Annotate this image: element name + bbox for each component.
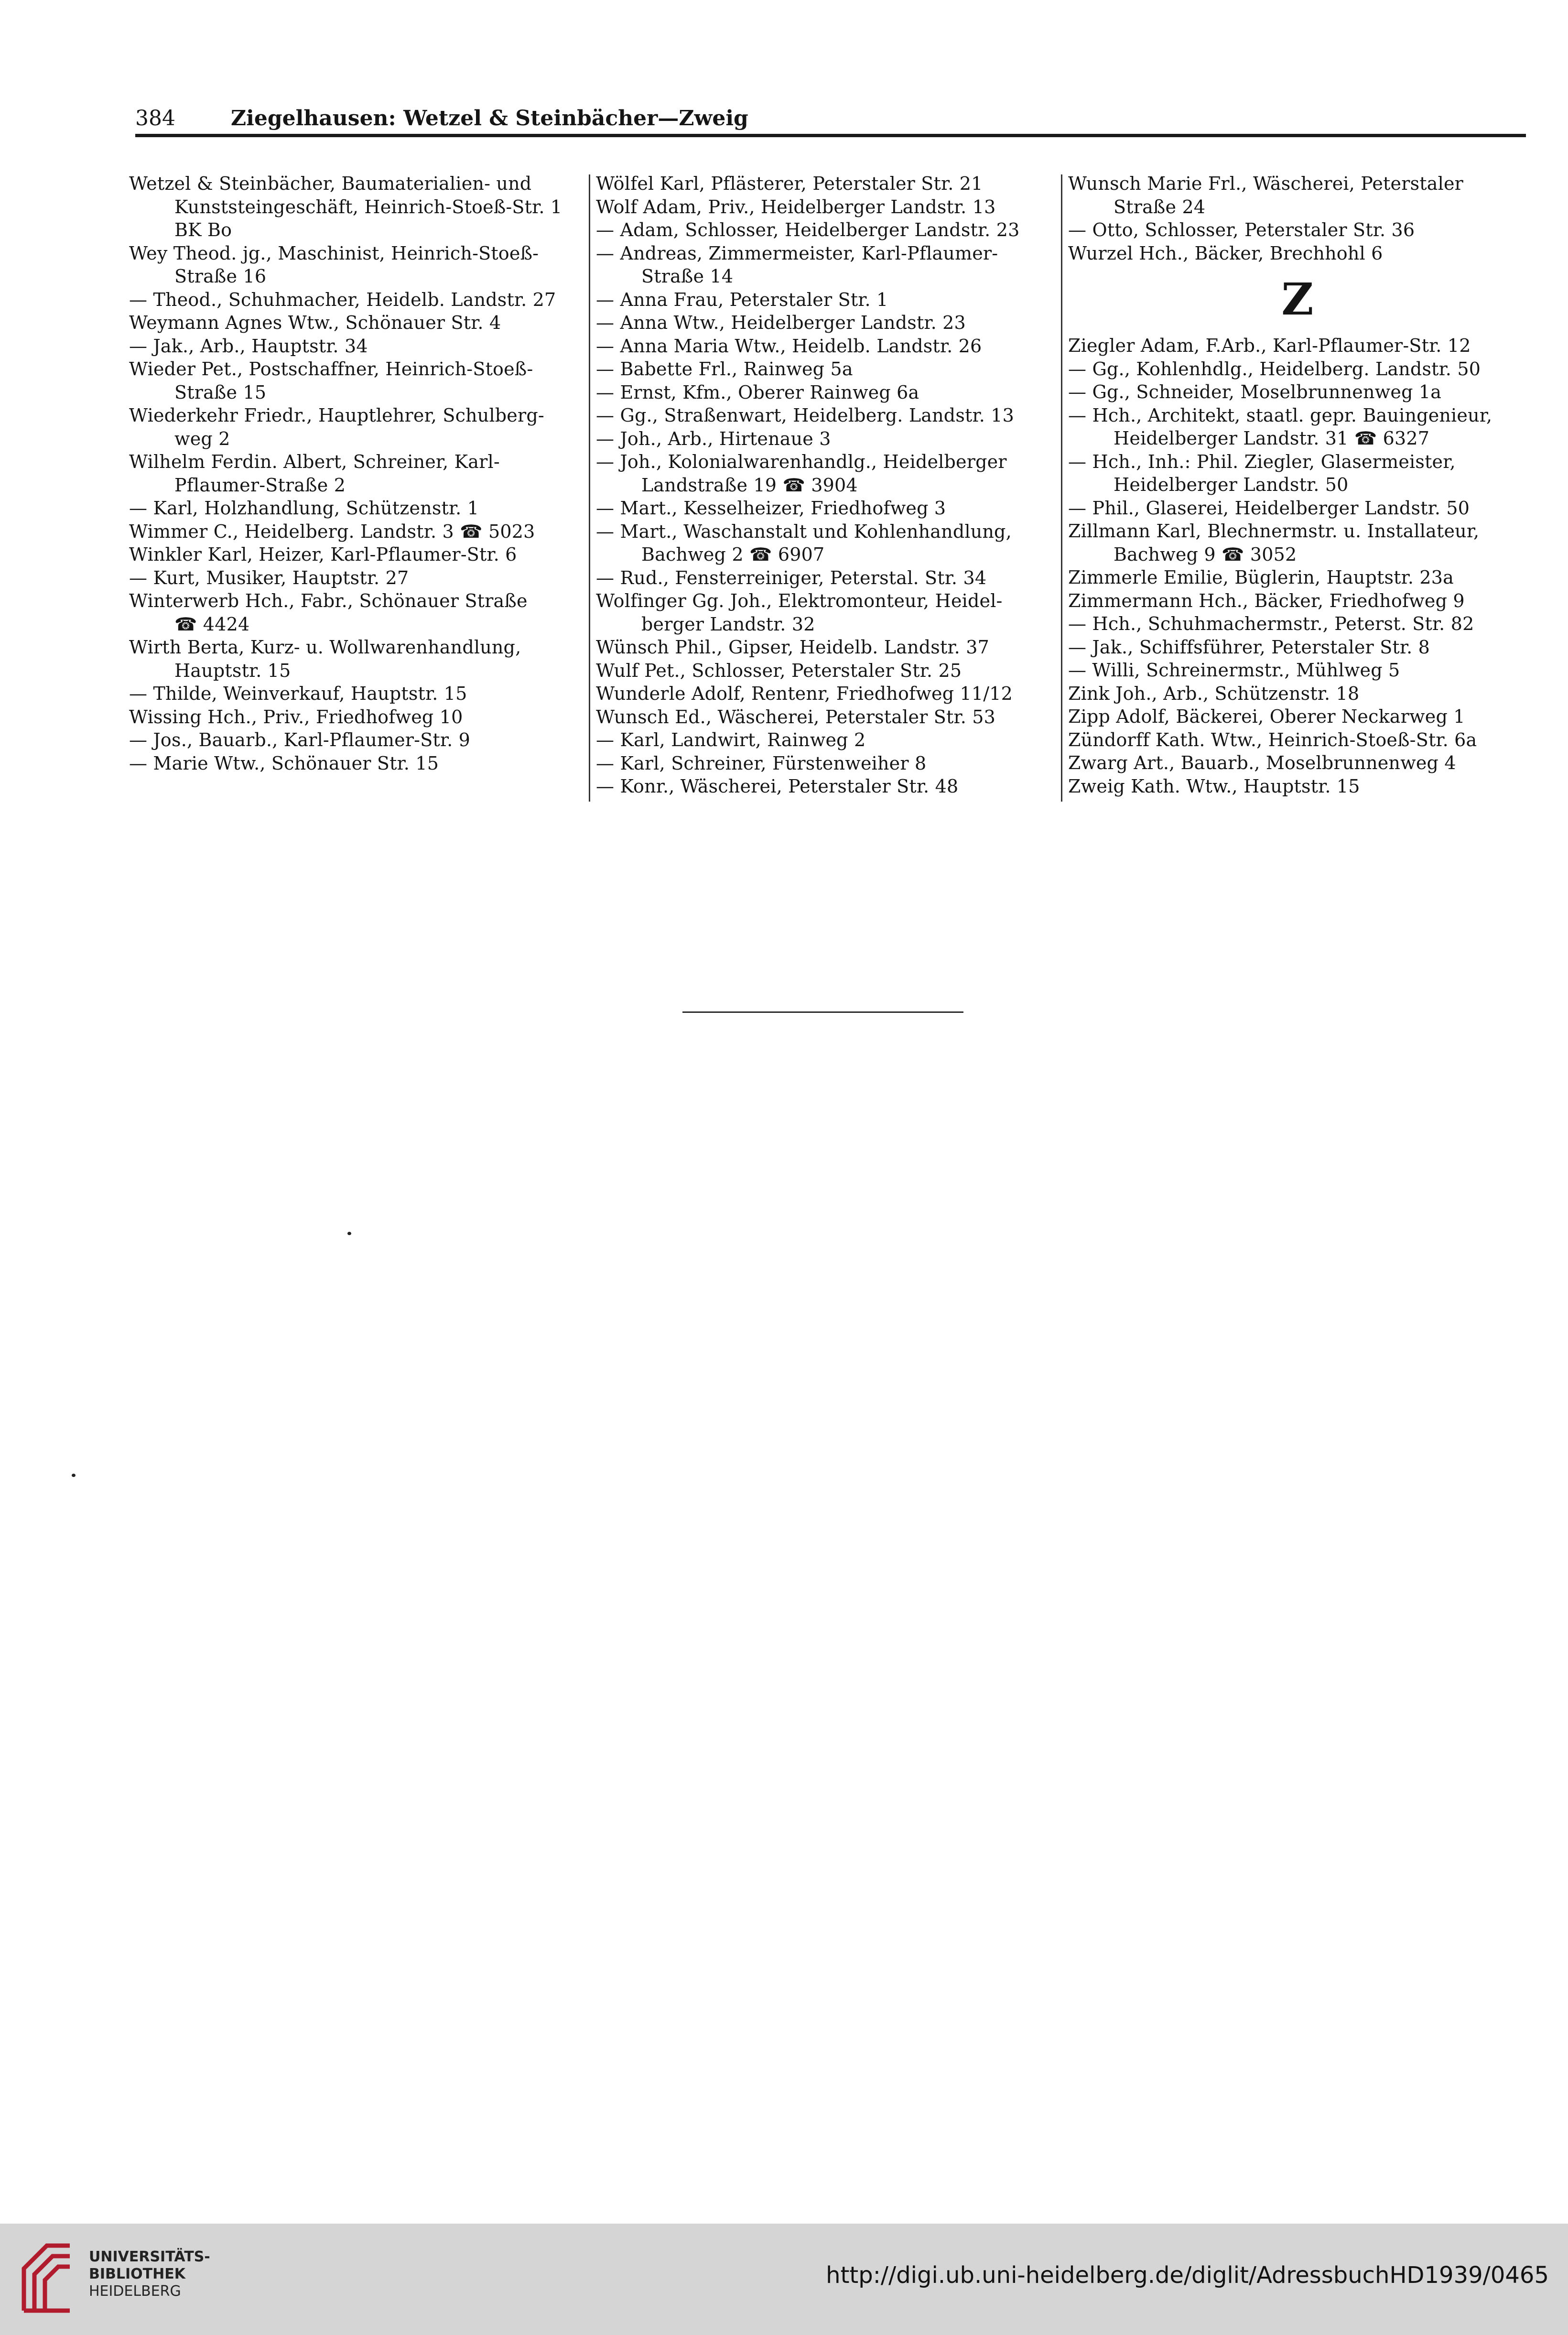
entry-continuation: Hauptstr. 15	[174, 660, 291, 681]
directory-entry: — Karl, Landwirt, Rainweg 2	[596, 729, 866, 750]
entry-continuation: berger Landstr. 32	[641, 613, 815, 635]
directory-entry: — Rud., Fensterreiniger, Peterstal. Str. 34	[596, 567, 987, 588]
library-line-2: BIBLIOTHEK	[89, 2266, 185, 2282]
library-name	[89, 2248, 210, 2300]
directory-entry: Wetzel & Steinbächer, Baumaterialien- und	[129, 173, 532, 194]
directory-entry: Zweig Kath. Wtw., Hauptstr. 15	[1068, 775, 1360, 797]
column-3-w-entries	[1068, 172, 1527, 265]
section-letter: Z	[1281, 273, 1314, 325]
section-letter-heading	[1068, 265, 1527, 334]
directory-entry: — Andreas, Zimmermeister, Karl-Pflaumer-	[596, 242, 998, 264]
directory-column-2	[596, 172, 1055, 798]
directory-entry: Wolfinger Gg. Joh., Elektromonteur, Heidel-	[596, 590, 1003, 611]
directory-entry: — Hch., Inh.: Phil. Ziegler, Glasermeister,	[1068, 451, 1456, 472]
directory-entry: Wilhelm Ferdin. Albert, Schreiner, Karl-	[129, 451, 500, 472]
end-rule	[682, 1011, 963, 1013]
directory-entry: — Willi, Schreinermstr., Mühlweg 5	[1068, 660, 1400, 681]
column-divider-1	[589, 174, 590, 802]
library-line-1: UNIVERSITÄTS-	[89, 2248, 210, 2265]
directory-entry: — Joh., Kolonialwarenhandlg., Heidelberger	[596, 451, 1007, 472]
directory-entry: Wunsch Marie Frl., Wäscherei, Peterstaler	[1068, 173, 1463, 194]
entry-continuation: Landstraße 19 ☎ 3904	[641, 474, 858, 496]
directory-entry: Wünsch Phil., Gipser, Heidelb. Landstr. 37	[596, 637, 989, 658]
library-logo-icon	[17, 2239, 79, 2320]
entry-continuation: ☎ 4424	[174, 613, 250, 635]
directory-entry: — Anna Maria Wtw., Heidelb. Landstr. 26	[596, 335, 982, 357]
directory-entry: — Phil., Glaserei, Heidelberger Landstr. 50	[1068, 497, 1470, 519]
entry-continuation: Straße 16	[174, 266, 267, 287]
directory-entry: Wolf Adam, Priv., Heidelberger Landstr. 13	[596, 196, 996, 217]
entry-continuation: BK Bo	[174, 219, 232, 240]
directory-entry: Weymann Agnes Wtw., Schönauer Str. 4	[129, 312, 501, 333]
directory-entry: Winterwerb Hch., Fabr., Schönauer Straße	[129, 590, 528, 611]
directory-entry: — Jos., Bauarb., Karl-Pflaumer-Str. 9	[129, 729, 471, 750]
entry-continuation: Heidelberger Landstr. 50	[1114, 474, 1349, 495]
directory-entry: Wirth Berta, Kurz- u. Wollwarenhandlung,	[129, 637, 521, 658]
directory-entry: — Gg., Kohlenhdlg., Heidelberg. Landstr. 50	[1068, 358, 1481, 380]
directory-entry: Zimmermann Hch., Bäcker, Friedhofweg 9	[1068, 590, 1465, 611]
directory-entry: Winkler Karl, Heizer, Karl-Pflaumer-Str. 6	[129, 544, 517, 565]
directory-entry: — Anna Wtw., Heidelberger Landstr. 23	[596, 312, 966, 333]
directory-entry: Wunderle Adolf, Rentenr, Friedhofweg 11/12	[596, 683, 1013, 704]
directory-entry: — Adam, Schlosser, Heidelberger Landstr. 23	[596, 219, 1020, 240]
column-divider-2	[1061, 174, 1062, 802]
directory-column-3	[1068, 172, 1527, 798]
directory-entry: Zündorff Kath. Wtw., Heinrich-Stoeß-Str. 6a	[1068, 729, 1477, 750]
directory-entry: — Karl, Schreiner, Fürstenweiher 8	[596, 752, 927, 774]
column-3-z-entries	[1068, 334, 1527, 798]
directory-entry: Ziegler Adam, F.Arb., Karl-Pflaumer-Str. 12	[1068, 335, 1471, 356]
directory-entry: — Hch., Architekt, staatl. gepr. Bauingenieur,	[1068, 404, 1492, 426]
directory-entry: Wulf Pet., Schlosser, Peterstaler Str. 25	[596, 660, 962, 681]
entry-continuation: Heidelberger Landstr. 31 ☎ 6327	[1114, 428, 1430, 449]
entry-continuation: Bachweg 9 ☎ 3052	[1114, 543, 1297, 565]
directory-entry: — Kurt, Musiker, Hauptstr. 27	[129, 567, 409, 588]
scan-speck	[72, 1474, 76, 1477]
entry-continuation: Straße 15	[174, 381, 267, 403]
directory-entry: — Theod., Schuhmacher, Heidelb. Landstr. 27	[129, 289, 556, 310]
directory-entry: — Gg., Schneider, Moselbrunnenweg 1a	[1068, 381, 1442, 402]
directory-entry: — Babette Frl., Rainweg 5a	[596, 358, 853, 380]
directory-entry: Zimmerle Emilie, Büglerin, Hauptstr. 23a	[1068, 567, 1454, 588]
page-number: 384	[135, 106, 175, 130]
directory-entry: — Jak., Schiffsführer, Peterstaler Str. 8	[1068, 636, 1430, 658]
directory-entry: — Otto, Schlosser, Peterstaler Str. 36	[1068, 219, 1415, 240]
directory-entry: Wimmer C., Heidelberg. Landstr. 3 ☎ 5023	[129, 521, 535, 542]
directory-entry: — Mart., Waschanstalt und Kohlenhandlung,	[596, 521, 1012, 542]
directory-entry: Wey Theod. jg., Maschinist, Heinrich-Stoeß-	[129, 242, 539, 264]
directory-entry: Zipp Adolf, Bäckerei, Oberer Neckarweg 1	[1068, 706, 1465, 727]
entry-continuation: Straße 24	[1114, 196, 1206, 217]
directory-entry: — Thilde, Weinverkauf, Hauptstr. 15	[129, 683, 467, 704]
directory-entry: Wölfel Karl, Pflästerer, Peterstaler Str. 21	[596, 173, 983, 194]
header-rule	[135, 134, 1526, 137]
directory-entry: — Ernst, Kfm., Oberer Rainweg 6a	[596, 381, 919, 403]
directory-entry: — Mart., Kesselheizer, Friedhofweg 3	[596, 498, 946, 519]
page-title: Ziegelhausen: Wetzel & Steinbächer—Zweig	[231, 106, 748, 130]
entry-continuation: Kunststeingeschäft, Heinrich-Stoeß-Str. 1	[174, 196, 562, 217]
directory-entry: Zwarg Art., Bauarb., Moselbrunnenweg 4	[1068, 752, 1456, 773]
entry-continuation: weg 2	[174, 428, 230, 449]
digitization-footer	[0, 2224, 1568, 2335]
entry-continuation: Straße 14	[641, 266, 734, 287]
directory-entry: Zillmann Karl, Blechnermstr. u. Installateur,	[1068, 521, 1480, 542]
directory-entry: — Jak., Arb., Hauptstr. 34	[129, 335, 368, 357]
directory-entry: — Hch., Schuhmachermstr., Peterst. Str. 82	[1068, 613, 1474, 634]
directory-entry: Wunsch Ed., Wäscherei, Peterstaler Str. 53	[596, 706, 996, 728]
running-header	[135, 104, 1526, 133]
entry-continuation: Bachweg 2 ☎ 6907	[641, 544, 825, 565]
library-line-3: HEIDELBERG	[89, 2283, 181, 2300]
directory-entry: Wurzel Hch., Bäcker, Brechhohl 6	[1068, 242, 1383, 264]
directory-entry: — Gg., Straßenwart, Heidelberg. Landstr. 13	[596, 405, 1015, 426]
directory-entry: — Joh., Arb., Hirtenaue 3	[596, 428, 831, 449]
directory-entry: Wieder Pet., Postschaffner, Heinrich-Stoeß-	[129, 358, 533, 380]
directory-entry: — Konr., Wäscherei, Peterstaler Str. 48	[596, 776, 959, 797]
scan-speck	[347, 1232, 351, 1235]
directory-entry: Wiederkehr Friedr., Hauptlehrer, Schulberg-	[129, 405, 544, 426]
directory-entry: — Karl, Holzhandlung, Schützenstr. 1	[129, 498, 479, 519]
source-url[interactable]: http://digi.ub.uni-heidelberg.de/diglit/AdressbuchHD1939/0465	[826, 2262, 1549, 2289]
directory-entry: — Marie Wtw., Schönauer Str. 15	[129, 752, 439, 774]
directory-entry: Zink Joh., Arb., Schützenstr. 18	[1068, 683, 1360, 704]
directory-entry: — Anna Frau, Peterstaler Str. 1	[596, 289, 888, 310]
directory-column-1	[129, 172, 581, 775]
entry-continuation: Pflaumer-Straße 2	[174, 474, 346, 496]
directory-entry: Wissing Hch., Priv., Friedhofweg 10	[129, 706, 463, 728]
